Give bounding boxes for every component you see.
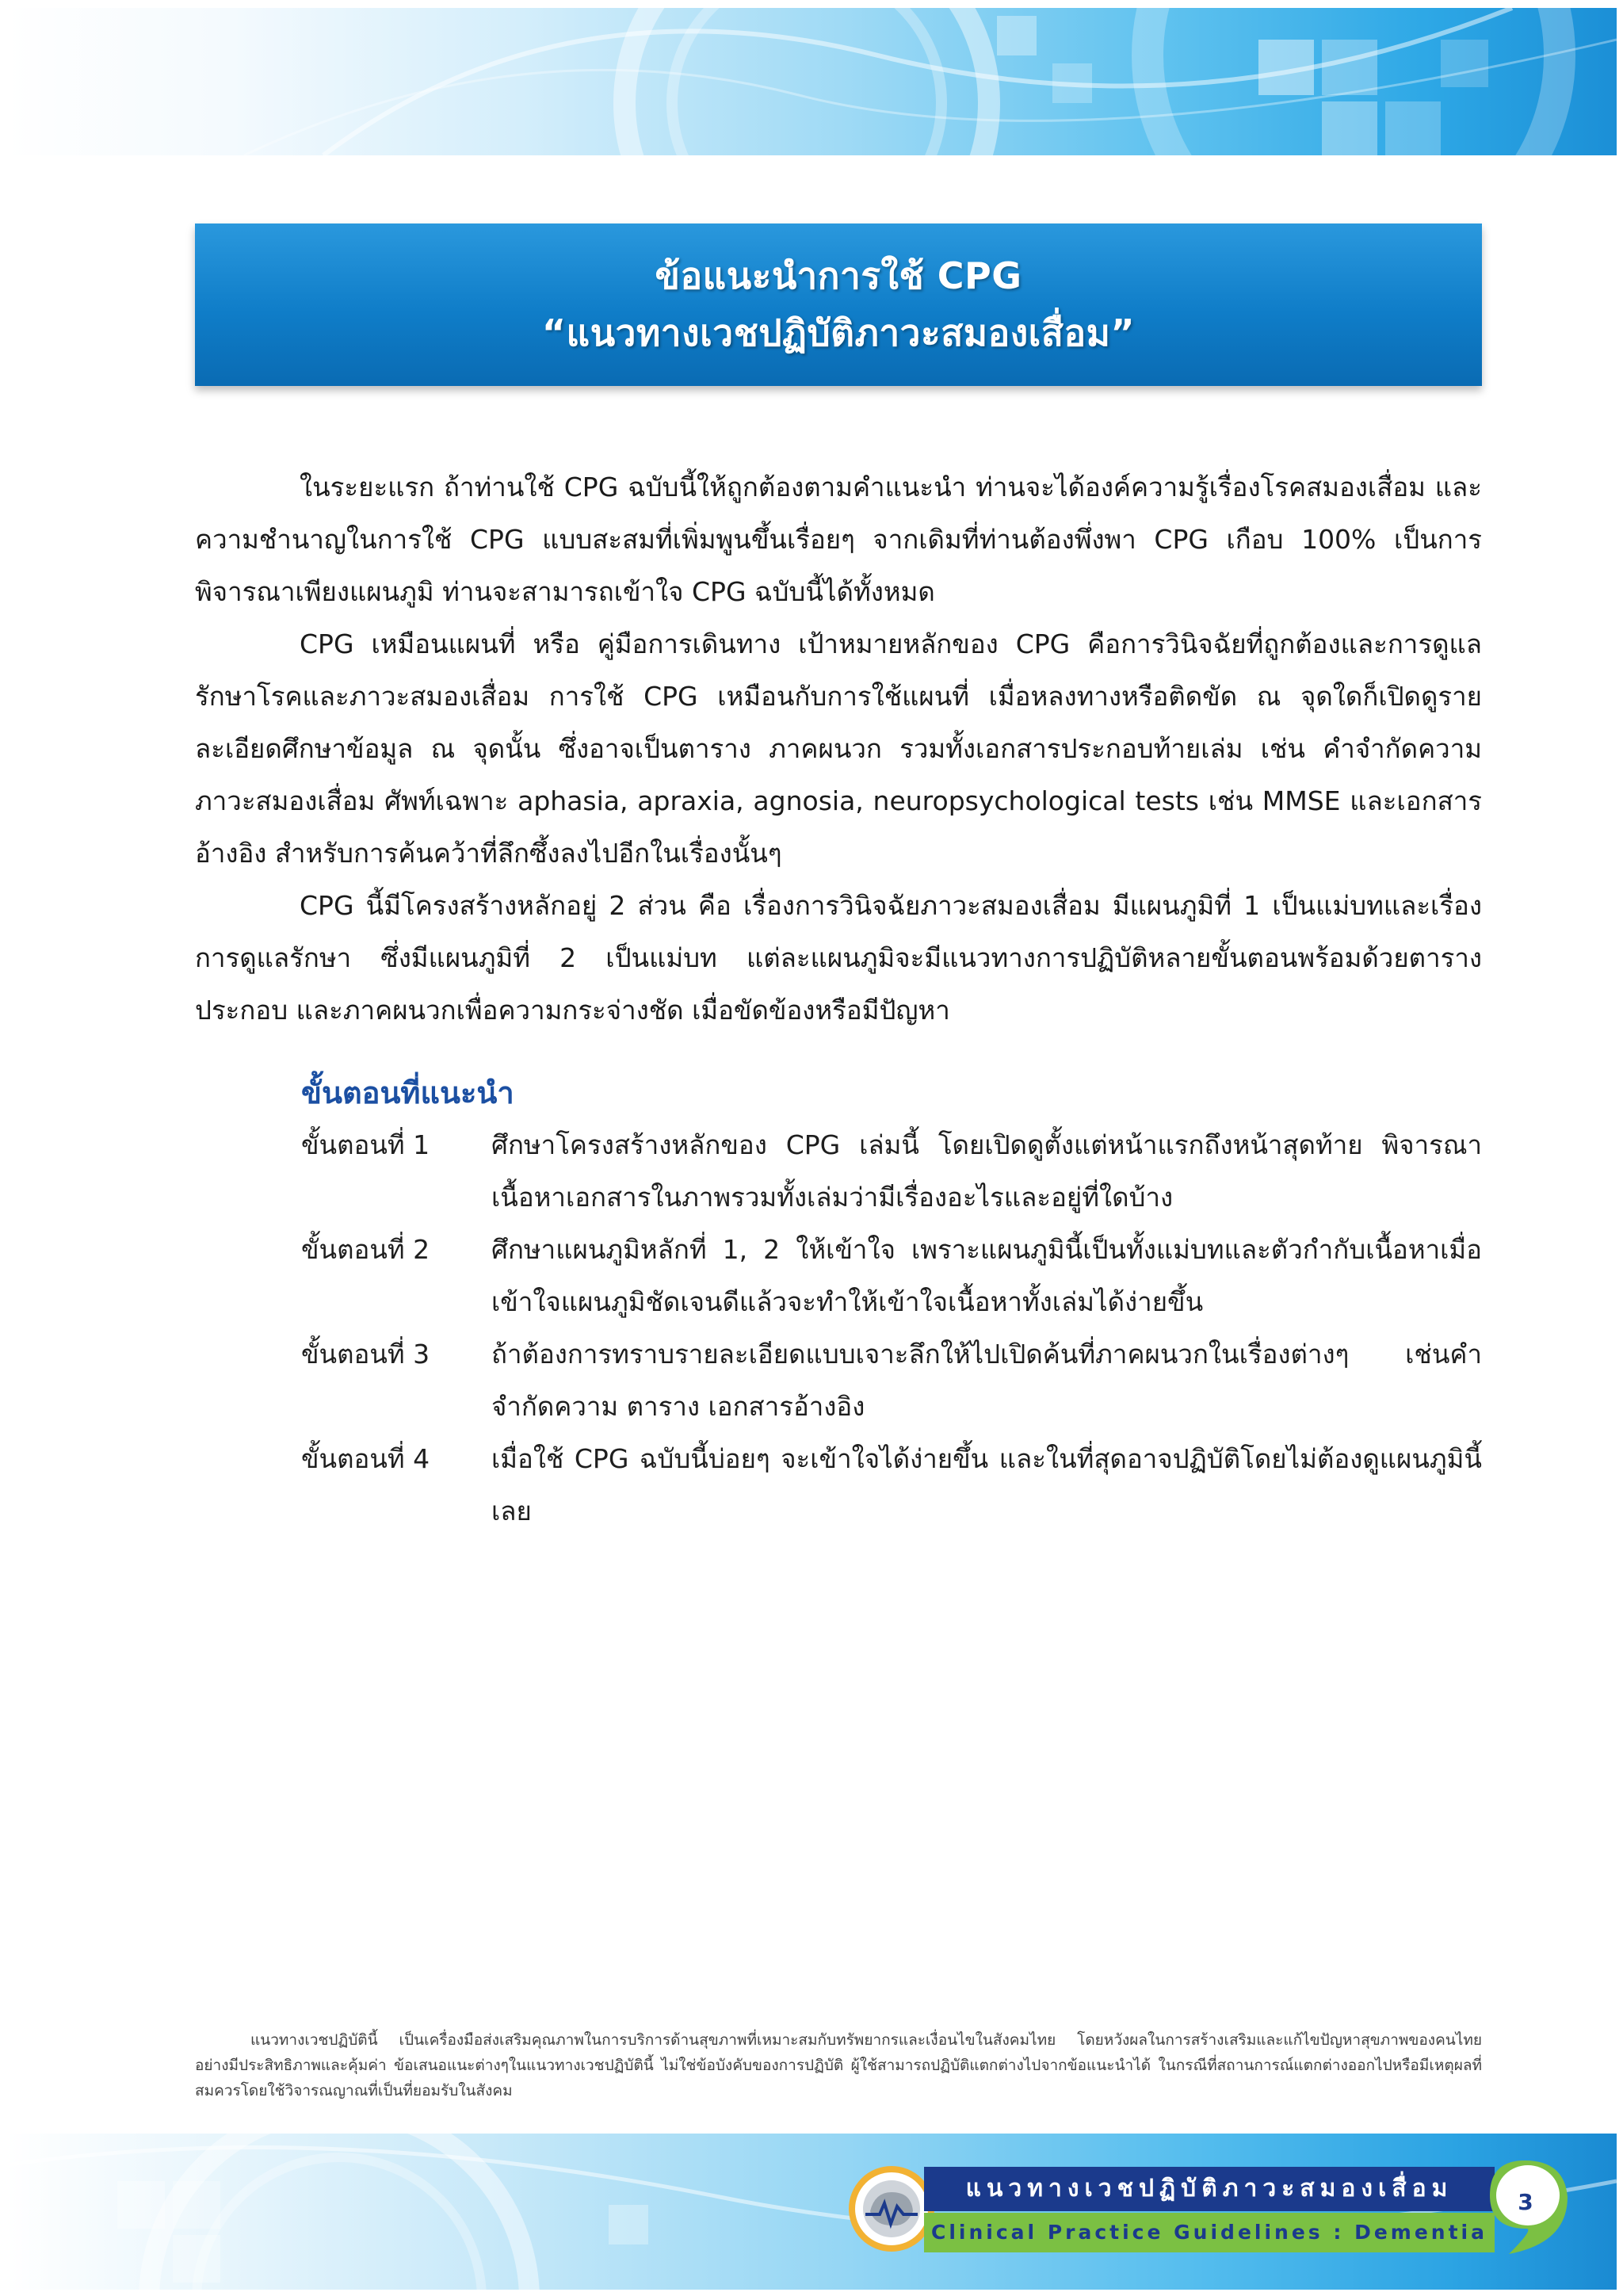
header-banner bbox=[6, 8, 1617, 155]
step-item bbox=[301, 1328, 1482, 1433]
step-label: ขั้นตอนที่ 1 bbox=[301, 1129, 430, 1160]
step-label: ขั้นตอนที่ 3 bbox=[301, 1339, 430, 1370]
paragraph-2: CPG เหมือนแผนที่ หรือ คู่มือการเดินทาง เป้าหมายหลักของ CPG คือการวินิจฉัยที่ถูกต้องและการดูแลรักษาโรคและภาวะสมองเสื่อม การใช้ CPG เหมือนกับการใช้แผนที่ เมื่อหลงทางหรือติดขัด ณ จุดใดก็เปิดดูรายละเอียดศึกษาข้อมูล ณ จุดนั้น ซึ่งอาจเป็นตาราง ภาคผนวก รวมทั้งเอกสารประกอบท้ายเล่ม เช่น คำจำกัดความ ภาวะสมองเสื่อม ศัพท์เฉพาะ aphasia, apraxia, agnosia, neuropsychological tests เช่น MMSE และเอกสารอ้างอิง สำหรับการค้นคว้าที่ลึกซึ้งลงไปอีกในเรื่องนั้นๆ bbox=[195, 628, 1482, 869]
header-decoration-graphic bbox=[6, 8, 1617, 155]
step-item bbox=[301, 1224, 1482, 1328]
step-text: ถ้าต้องการทราบรายละเอียดแบบเจาะลึกให้ไปเปิดค้นที่ภาคผนวกในเรื่องต่างๆ เช่นคำจำกัดความ ตาราง เอกสารอ้างอิง bbox=[491, 1339, 1482, 1422]
body-text bbox=[195, 461, 1482, 1037]
steps-list bbox=[301, 1119, 1482, 1538]
step-label: ขั้นตอนที่ 2 bbox=[301, 1234, 430, 1265]
brain-logo-icon bbox=[848, 2165, 935, 2252]
steps-heading: ขั้นตอนที่แนะนำ bbox=[301, 1075, 514, 1110]
footer-title-english: Clinical Practice Guidelines : Dementia bbox=[924, 2213, 1495, 2252]
step-label: ขั้นตอนที่ 4 bbox=[301, 1443, 430, 1474]
title-box bbox=[195, 223, 1482, 386]
page-number: 3 bbox=[1518, 2189, 1533, 2215]
page-title-line-1: ข้อแนะนำการใช้ CPG bbox=[655, 254, 1022, 297]
paragraph-3: CPG นี้มีโครงสร้างหลักอยู่ 2 ส่วน คือ เรื่องการวินิจฉัยภาวะสมองเสื่อม มีแผนภูมิที่ 1 เป็นแม่บทและเรื่องการดูแลรักษา ซึ่งมีแผนภูมิที่ 2 เป็นแม่บท แต่ละแผนภูมิจะมีแนวทางการปฏิบัติหลายขั้นตอนพร้อมด้วยตารางประกอบ และภาคผนวกเพื่อความกระจ่างชัด เมื่อขัดข้องหรือมีปัญหา bbox=[195, 890, 1482, 1026]
page-title-line-2: “แนวทางเวชปฏิบัติภาวะสมองเสื่อม” bbox=[541, 311, 1136, 354]
footer-decoration-graphic bbox=[6, 2134, 1617, 2290]
paragraph-1: ในระยะแรก ถ้าท่านใช้ CPG ฉบับนี้ให้ถูกต้องตามคำแนะนำ ท่านจะได้องค์ความรู้เรื่องโรคสมองเสื่อม และความชำนาญในการใช้ CPG แบบสะสมที่เพิ่มพูนขึ้นเรื่อยๆ จากเดิมที่ท่านต้องพึ่งพา CPG เกือบ 100% เป็นการพิจารณาเพียงแผนภูมิ ท่านจะสามารถเข้าใจ CPG ฉบับนี้ได้ทั้งหมด bbox=[195, 472, 1482, 607]
step-text: เมื่อใช้ CPG ฉบับนี้บ่อยๆ จะเข้าใจได้ง่ายขึ้น และในที่สุดอาจปฏิบัติโดยไม่ต้องดูแผนภูมินี้เลย bbox=[491, 1443, 1482, 1526]
step-item bbox=[301, 1119, 1482, 1224]
step-item bbox=[301, 1433, 1482, 1538]
step-text: ศึกษาโครงสร้างหลักของ CPG เล่มนี้ โดยเปิดดูตั้งแต่หน้าแรกถึงหน้าสุดท้าย พิจารณาเนื้อหาเอกสารในภาพรวมทั้งเล่มว่ามีเรื่องอะไรและอยู่ที่ใดบ้าง bbox=[491, 1129, 1482, 1213]
footer-banner bbox=[6, 2134, 1617, 2290]
footer-title-thai: แนวทางเวชปฏิบัติภาวะสมองเสื่อม bbox=[924, 2167, 1495, 2211]
disclaimer-text bbox=[195, 2027, 1482, 2103]
disclaimer-paragraph: แนวทางเวชปฏิบัตินี้ เป็นเครื่องมือส่งเสริมคุณภาพในการบริการด้านสุขภาพที่เหมาะสมกับทรัพยากรและเงื่อนไขในสังคมไทย โดยหวังผลในการสร้างเสริมและแก้ไขปัญหาสุขภาพของคนไทยอย่างมีประสิทธิภาพและคุ้มค่า ข้อเสนอแนะต่างๆในแนวทางเวชปฏิบัตินี้ ไม่ใช่ข้อบังคับของการปฏิบัติ ผู้ใช้สามารถปฏิบัติแตกต่างไปจากข้อแนะนำได้ ในกรณีที่สถานการณ์แตกต่างออกไปหรือมีเหตุผลที่สมควรโดยใช้วิจารณญาณที่เป็นที่ยอมรับในสังคม bbox=[195, 2031, 1482, 2099]
step-text: ศึกษาแผนภูมิหลักที่ 1, 2 ให้เข้าใจ เพราะแผนภูมินี้เป็นทั้งแม่บทและตัวกำกับเนื้อหาเมื่อเข้าใจแผนภูมิชัดเจนดีแล้วจะทำให้เข้าใจเนื้อหาทั้งเล่มได้ง่ายขึ้น bbox=[491, 1234, 1482, 1317]
